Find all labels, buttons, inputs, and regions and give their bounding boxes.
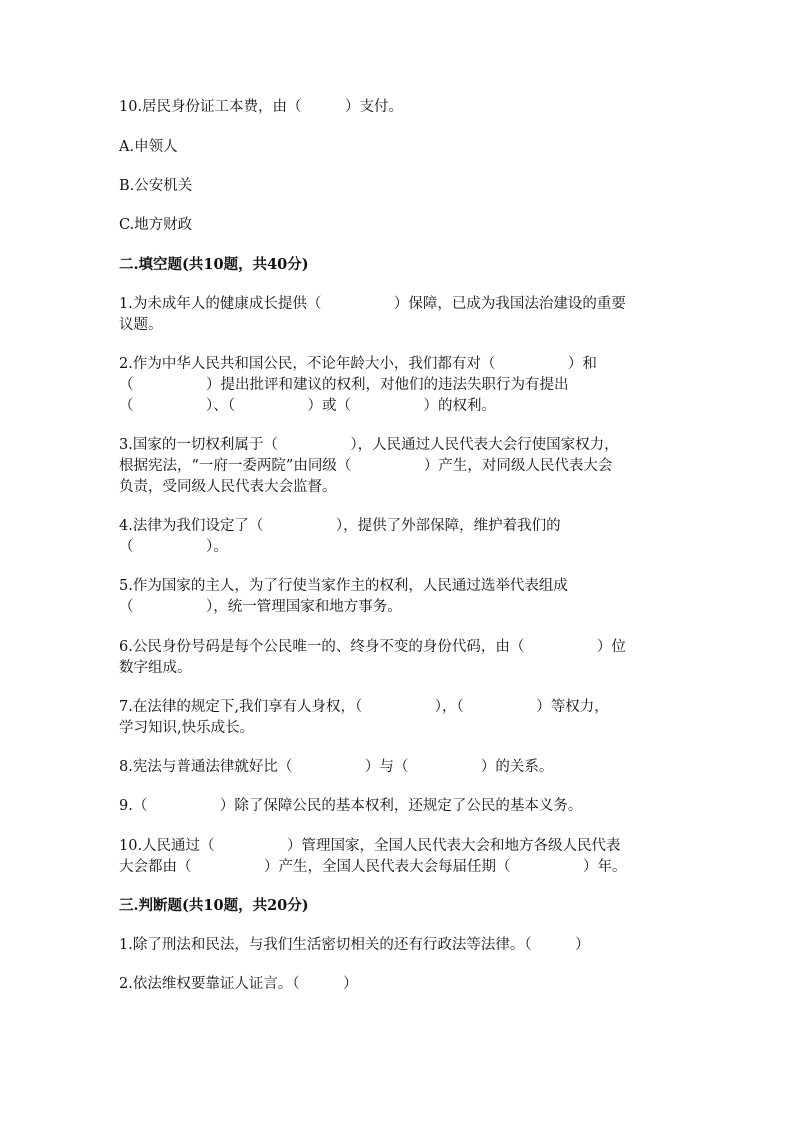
section-heading-judge: 三.判断题(共10题，共20分)	[119, 897, 309, 914]
mc-q10-option-a: A.申领人	[119, 139, 178, 155]
fill-q6-line1: 6.公民身份号码是每个公民唯一的、终身不变的身份代码，由（ ）位	[119, 639, 626, 655]
fill-q7-line2: 学习知识,快乐成长。	[119, 720, 255, 736]
fill-q5-line1: 5.作为国家的主人，为了行使当家作主的权利，人民通过选举代表组成	[119, 578, 568, 594]
fill-q5-line2: （ ），统一管理国家和地方事务。	[119, 599, 402, 615]
fill-q1-line1: 1.为未成年人的健康成长提供（ ）保障，已成为我国法治建设的重要	[119, 296, 626, 312]
fill-q2-line2: （ ）提出批评和建议的权利，对他们的违法失职行为有提出	[119, 377, 569, 393]
fill-q3-line2: 根据宪法，“一府一委两院”由同级（ ）产生，对同级人民代表大会	[119, 458, 613, 474]
judge-q1: 1.除了刑法和民法，与我们生活密切相关的还有行政法等法律。（ ）	[119, 937, 590, 953]
fill-q4-line1: 4.法律为我们设定了（ ），提供了外部保障，维护着我们的	[119, 518, 561, 534]
fill-q3-line1: 3.国家的一切权利属于（ ），人民通过人民代表大会行使国家权力，	[119, 437, 619, 453]
fill-q6-line2: 数字组成。	[119, 660, 192, 676]
fill-q1-line2: 议题。	[119, 317, 163, 333]
judge-q2: 2.依法维权要靠证人证言。（ ）	[119, 976, 358, 992]
fill-q10-line1: 10.人民通过（ ）管理国家，全国人民代表大会和地方各级人民代表	[119, 838, 621, 854]
fill-q2-line3: （ ）、（ ）或（ ）的权利。	[119, 398, 496, 414]
section-heading-fill-blank: 二.填空题(共10题，共40分)	[119, 256, 309, 273]
fill-q2-line1: 2.作为中华人民共和国公民，不论年龄大小，我们都有对（ ）和	[119, 356, 597, 372]
fill-q3-line3: 负责，受同级人民代表大会监督。	[119, 479, 337, 495]
fill-q9-line1: 9.（ ）除了保障公民的基本权利，还规定了公民的基本义务。	[119, 798, 583, 814]
mc-q10-option-c: C.地方财政	[119, 217, 193, 233]
fill-q7-line1: 7.在法律的规定下,我们享有人身权，（ ），（ ）等权力，	[119, 699, 609, 715]
fill-q4-line2: （ ）。	[119, 539, 228, 555]
mc-q10-stem: 10.居民身份证工本费，由（ ）支付。	[119, 99, 404, 115]
fill-q8-line1: 8.宪法与普通法律就好比（ ）与（ ）的关系。	[119, 759, 554, 775]
mc-q10-option-b: B.公安机关	[119, 178, 193, 194]
fill-q10-line2: 大会都由（ ）产生，全国人民代表大会每届任期（ ）年。	[119, 859, 627, 875]
